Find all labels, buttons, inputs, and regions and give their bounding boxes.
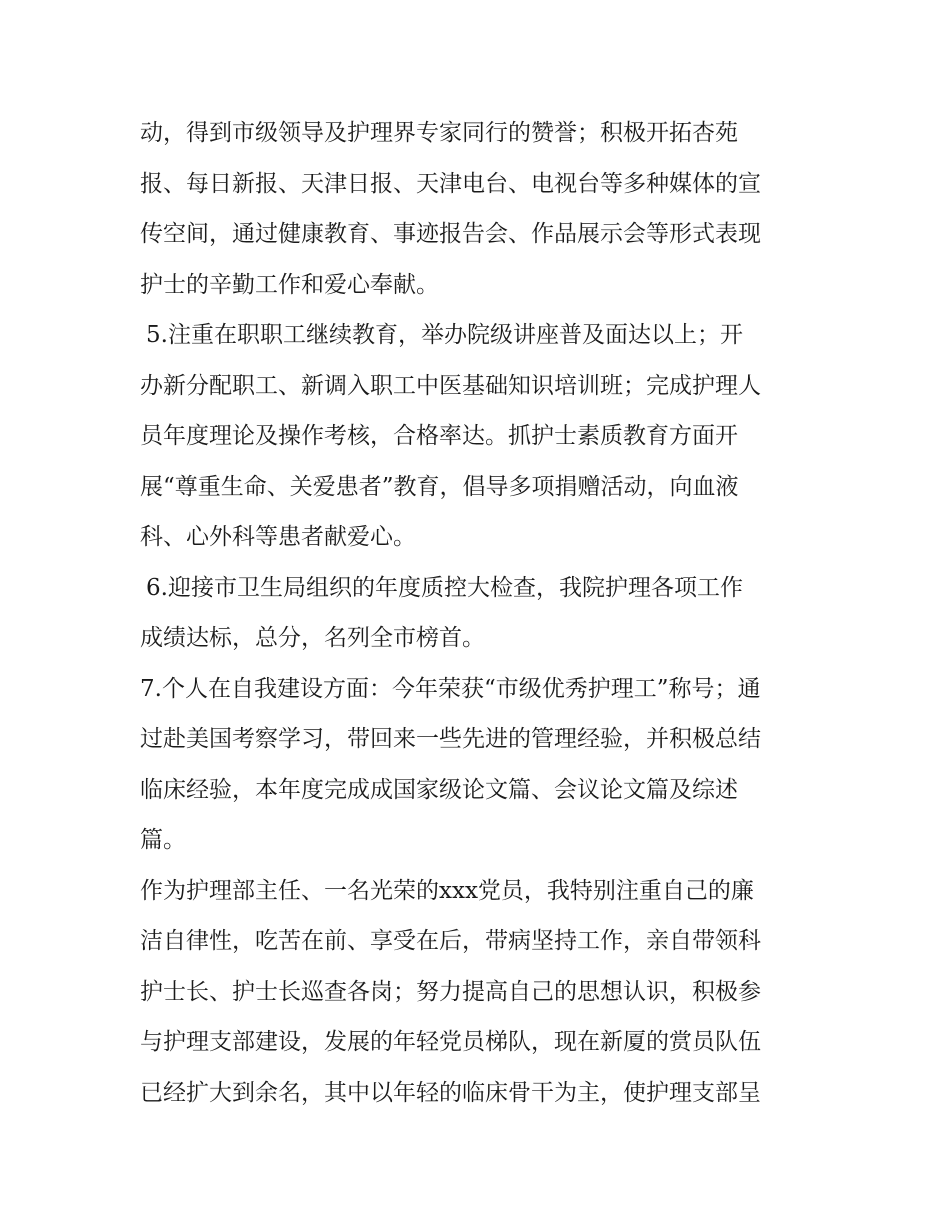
text-line-8: 展“尊重生命、关爱患者”教育，倡导多项捐赠活动，向血液 (140, 473, 739, 500)
text-line-1: 动，得到市级领导及护理界专家同行的赞誉；积极开拓杏苑 (140, 120, 738, 146)
text-line-13: 过赴美国考察学习，带回来一些先进的管理经验，并积极总结 (140, 726, 761, 752)
text-line-7: 员年度理论及操作考核，合格率达。抓护士素质教育方面开 (140, 423, 738, 449)
text-line-3: 传空间，通过健康教育、事迹报告会、作品展示会等形式表现 (140, 221, 761, 247)
text-line-17: 洁自律性，吃苦在前、享受在后，带病坚持工作，亲自带领科 (140, 928, 761, 954)
text-line-6: 办新分配职工、新调入职工中医基础知识培训班；完成护理人 (140, 372, 761, 399)
text-line-19: 与护理支部建设，发展的年轻党员梯队，现在新厦的赏员队伍 (140, 1029, 761, 1055)
text-line-20: 已经扩大到余名，其中以年轻的临床骨干为主，使护理支部呈 (140, 1079, 761, 1106)
text-line-12: 7.个人在自我建设方面：今年荣获“市级优秀护理工”称号；通 (140, 675, 761, 702)
body-text (140, 108, 830, 1118)
text-line-2: 报、每日新报、天津日报、天津电台、电视台等多种媒体的宣 (140, 170, 761, 197)
text-line-15: 篇。 (140, 827, 186, 853)
text-line-10: 6.迎接市卫生局组织的年度质控大检查，我院护理各项工作 (146, 574, 743, 601)
text-line-11: 成绩达标，总分，名列全市榜首。 (140, 625, 485, 651)
text-line-16: 作为护理部主任、一名光荣的xxx党员，我特别注重自己的廉 (140, 877, 754, 904)
text-line-4: 护士的辛勤工作和爱心奉献。 (140, 271, 439, 298)
text-line-18: 护士长、护士长巡查各岗；努力提高自己的思想认识，积极参 (140, 978, 761, 1005)
text-line-5: 5.注重在职职工继续教育，举办院级讲座普及面达以上；开 (146, 322, 743, 348)
text-line-9: 科、心外科等患者献爱心。 (140, 524, 416, 550)
text-line-14: 临床经验，本年度完成成国家级论文篇、会议论文篇及综述 (140, 776, 738, 803)
